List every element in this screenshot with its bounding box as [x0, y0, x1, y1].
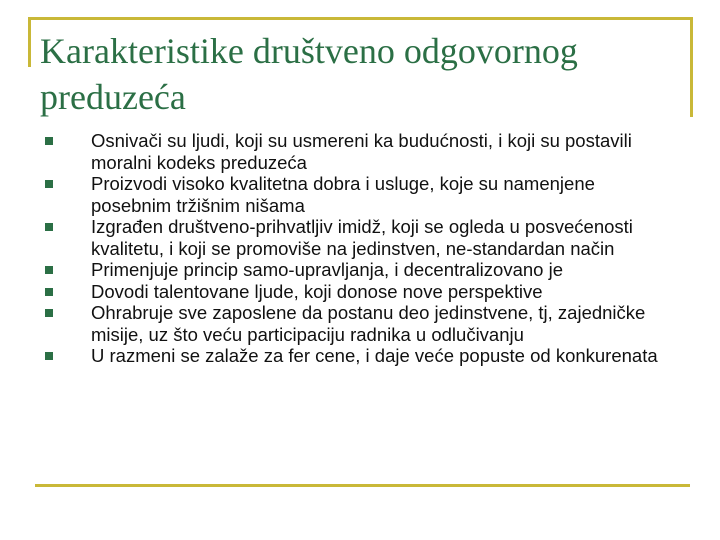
square-bullet-icon — [45, 288, 53, 296]
bullet-list — [45, 130, 675, 367]
square-bullet-icon — [45, 180, 53, 188]
list-item — [45, 281, 675, 303]
bullet-text: Ohrabruje sve zaposlene da postanu deo jedinstvene, tj, zajedničke misije, uz što veću participaciju radnika u odlučivanju — [91, 302, 646, 345]
bullet-text: Proizvodi visoko kvalitetna dobra i usluge, koje su namenjene posebnim tržišnim nišama — [91, 173, 595, 216]
top-border-line — [30, 17, 693, 20]
list-item — [45, 302, 675, 345]
left-border-line — [28, 17, 31, 67]
square-bullet-icon — [45, 352, 53, 360]
square-bullet-icon — [45, 266, 53, 274]
list-item — [45, 130, 675, 173]
square-bullet-icon — [45, 309, 53, 317]
square-bullet-icon — [45, 223, 53, 231]
bullet-text: Osnivači su ljudi, koji su usmereni ka budućnosti, i koji su postavili moralni kodeks preduzeća — [91, 130, 632, 173]
list-item — [45, 216, 675, 259]
list-item — [45, 259, 675, 281]
bullet-text: Dovodi talentovane ljude, koji donose nove perspektive — [91, 280, 543, 302]
list-item — [45, 173, 675, 216]
bottom-border-line — [35, 484, 690, 487]
right-border-line — [690, 17, 693, 117]
list-item — [45, 345, 675, 367]
slide-title: Karakteristike društveno odgovornog preduzeća — [40, 31, 578, 117]
bullet-text: Izgrađen društveno-prihvatljiv imidž, koji se ogleda u posvećenosti kvalitetu, i koji se promoviše na jedinstven, ne-standardan način — [91, 216, 633, 259]
bullet-text: Primenjuje princip samo-upravljanja, i decentralizovano je — [91, 259, 563, 280]
bullet-text: U razmeni se zalaže za fer cene, i daje veće popuste od konkurenata — [91, 345, 658, 366]
square-bullet-icon — [45, 137, 53, 145]
